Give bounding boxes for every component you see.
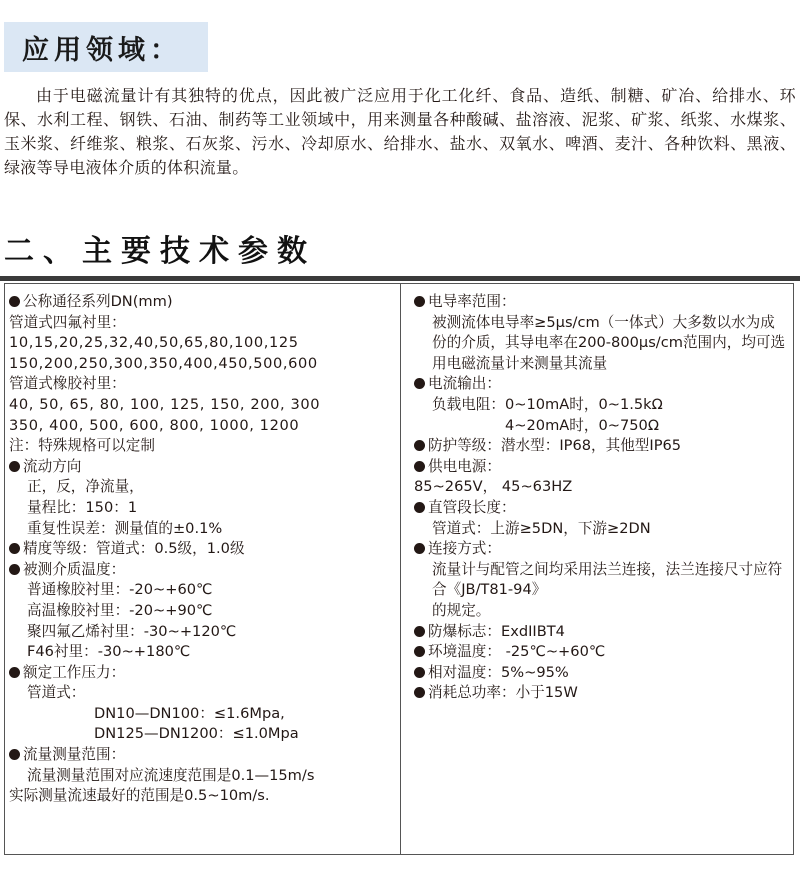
flow-range-line: 实际测量流速最好的范围是0.5~10m/s. <box>9 787 270 805</box>
straight-pipe-line: 管道式：上游≥5DN，下游≥2DN <box>432 519 651 537</box>
param-item-dn: 公称通径系列DN(mm) <box>9 292 395 313</box>
param-item-accuracy: 精度等级：管道式：0.5级，1.0级 <box>9 539 395 560</box>
param-item-medium-temp: 被测介质温度： <box>9 560 395 581</box>
section2-title: 二、主要技术参数 <box>4 234 316 269</box>
param-item-current-output: 电流输出： <box>414 374 786 395</box>
bullet-icon <box>414 667 425 678</box>
param-item-protection: 防护等级：潜水型：IP68，其他型IP65 <box>414 436 786 457</box>
dn-rubber-values: 40, 50, 65, 80, 100, 125, 150, 200, 300 <box>9 395 321 413</box>
medium-temp-line: 普通橡胶衬里：-20~+60℃ <box>27 581 213 599</box>
param-item-flow-range: 流量测量范围： <box>9 745 395 766</box>
bullet-icon <box>9 296 20 307</box>
bullet-icon <box>414 646 425 657</box>
connection-text: 流量计与配管之间均采用法兰连接，法兰连接尺寸应符合《JB/T81-94》 <box>432 560 783 599</box>
param-item-explosion: 防爆标志：ExdIIBT4 <box>414 622 786 643</box>
medium-temp-line: 高温橡胶衬里：-20~+90℃ <box>27 601 213 619</box>
bullet-icon <box>414 461 425 472</box>
connection-text-end: 的规定。 <box>432 601 491 619</box>
current-output-line: 4~20mA时，0~750Ω <box>505 416 659 434</box>
section1-title: 应用领域： <box>22 34 182 66</box>
bullet-icon <box>414 440 425 451</box>
dn-ptfe-label: 管道式四氟衬里： <box>9 313 126 331</box>
param-item-power-consumption: 消耗总功率：小于15W <box>414 683 786 704</box>
dn-note: 注：特殊规格可以定制 <box>9 437 155 455</box>
param-item-ambient-temp: 环境温度： -25℃~+60℃ <box>414 642 786 663</box>
bullet-icon <box>9 667 20 678</box>
pressure-label: 管道式： <box>27 684 86 702</box>
power-supply-line: 85~265V， 45~63HZ <box>414 478 573 496</box>
medium-temp-line: 聚四氟乙烯衬里：-30~+120℃ <box>27 622 237 640</box>
bullet-icon <box>414 543 425 554</box>
param-item-flow-direction: 流动方向 <box>9 457 395 478</box>
pressure-line: DN10—DN100：≤1.6Mpa, <box>94 704 285 722</box>
repeatability: 重复性误差：测量值的±0.1% <box>27 519 223 537</box>
param-item-pressure: 额定工作压力： <box>9 663 395 684</box>
parameters-table <box>4 283 794 855</box>
dn-rubber-label: 管道式橡胶衬里： <box>9 375 126 393</box>
medium-temp-line: F46衬里：-30~+180℃ <box>27 643 191 661</box>
flow-direction-line: 正，反，净流量， <box>27 478 144 496</box>
section2-divider <box>0 276 800 281</box>
bullet-icon <box>9 543 20 554</box>
dn-ptfe-values: 10,15,20,25,32,40,50,65,80,100,125 <box>9 334 299 352</box>
param-item-straight-pipe: 直管段长度： <box>414 498 786 519</box>
application-text: 由于电磁流量计有其独特的优点，因此被广泛应用于化工化纤、食品、造纸、制糖、矿冶、给排水、环保、水利工程、钢铁、石油、制药等工业领域中，用来测量各种酸碱、盐溶液、泥浆、矿浆、纸浆、水煤浆、玉米浆、纤维浆、粮浆、石灰浆、污水、冷却原水、给排水、盐水、双氧水、啤酒、麦汁、各种饮料、黑液、绿液等导电液体介质的体积流量。 <box>4 86 796 177</box>
turndown-ratio: 量程比：150：1 <box>27 498 138 516</box>
bullet-icon <box>414 626 425 637</box>
parameters-right-column <box>414 292 786 704</box>
section1-header <box>4 22 208 72</box>
bullet-icon <box>9 461 20 472</box>
current-output-line: 负载电阻：0~10mA时，0~1.5kΩ <box>432 395 663 413</box>
application-paragraph <box>4 84 796 180</box>
bullet-icon <box>414 502 425 513</box>
parameters-left-column <box>9 292 395 807</box>
column-divider <box>400 284 401 854</box>
bullet-icon <box>414 687 425 698</box>
param-item-conductivity: 电导率范围： <box>414 292 786 313</box>
param-item-connection: 连接方式： <box>414 539 786 560</box>
conductivity-text: 被测流体电导率≥5μs/cm（一体式）大多数以水为成份的介质，其导电率在200-800μs/cm范围内，均可选用电磁流量计来测量其流量 <box>432 313 786 372</box>
param-item-power-supply: 供电电源： <box>414 457 786 478</box>
bullet-icon <box>414 378 425 389</box>
param-item-humidity: 相对温度：5%~95% <box>414 663 786 684</box>
flow-range-line: 流量测量范围对应流速度范围是0.1—15m/s <box>27 766 315 784</box>
bullet-icon <box>9 749 20 760</box>
pressure-line: DN125—DN1200：≤1.0Mpa <box>94 725 299 743</box>
dn-ptfe-values: 150,200,250,300,350,400,450,500,600 <box>9 354 318 372</box>
bullet-icon <box>9 564 20 575</box>
dn-rubber-values: 350, 400, 500, 600, 800, 1000, 1200 <box>9 416 300 434</box>
bullet-icon <box>414 296 425 307</box>
